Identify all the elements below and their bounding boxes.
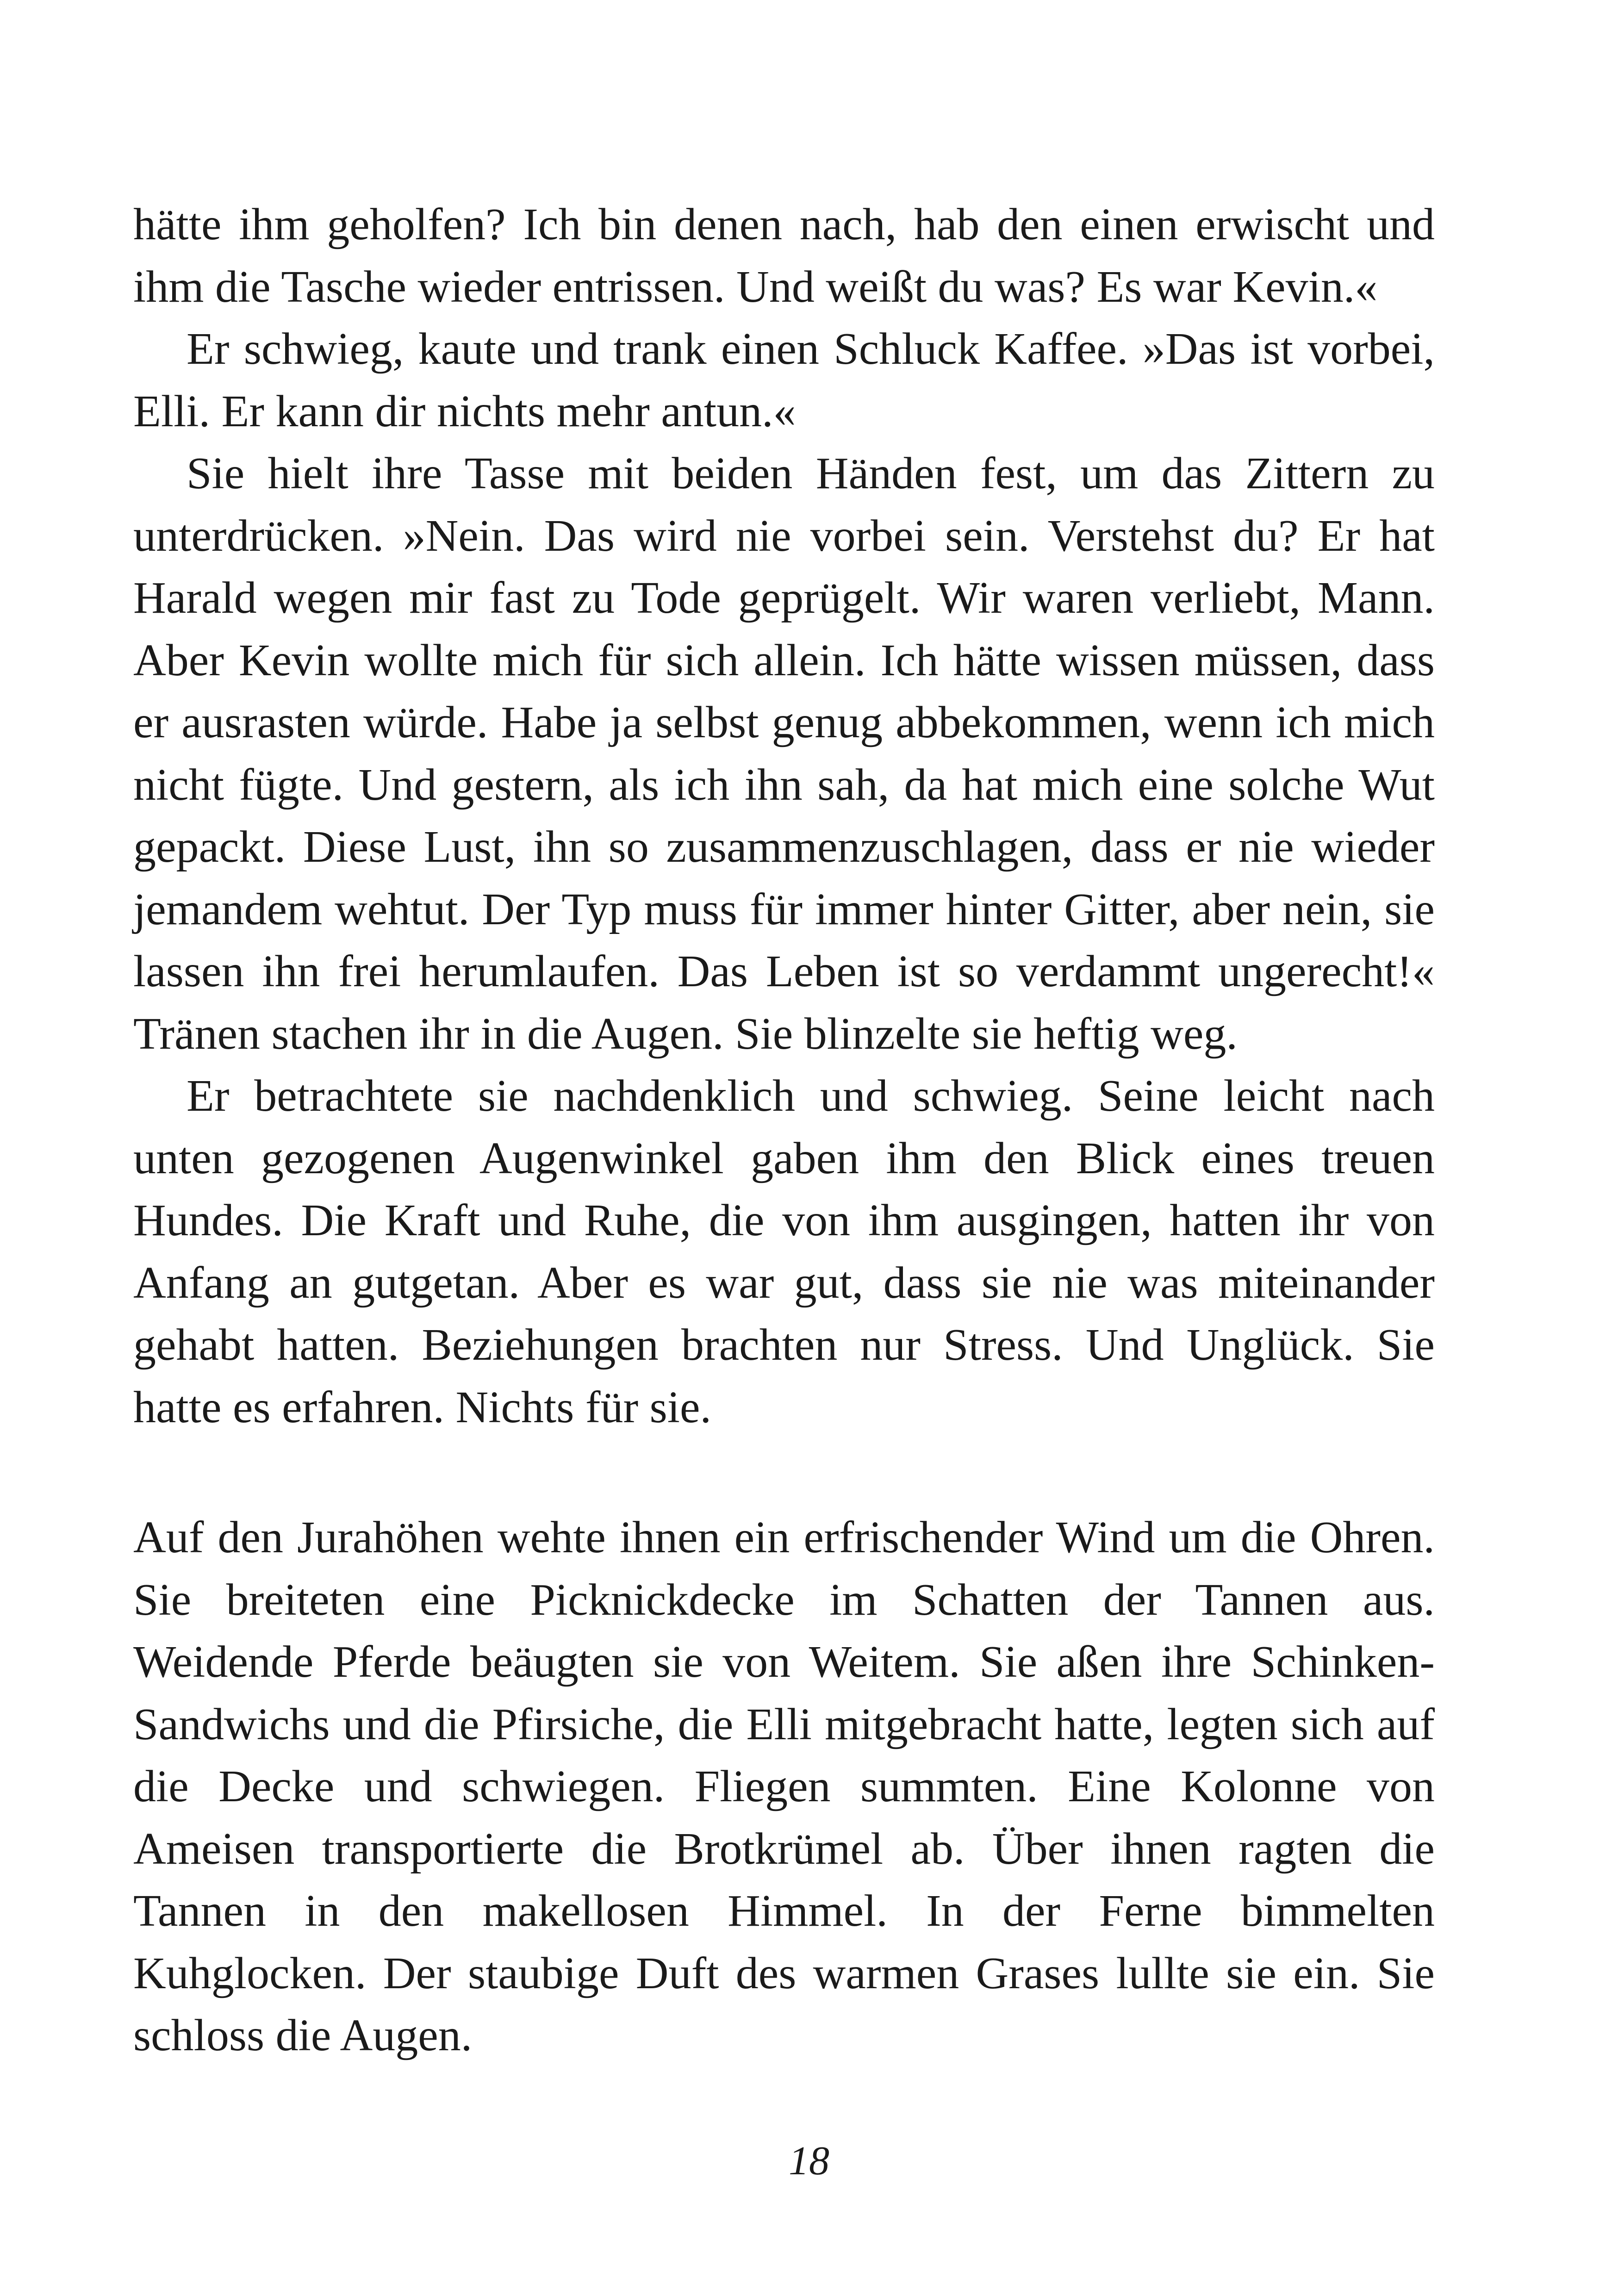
paragraph: Er betrachtete sie nachdenklich und schwieg. Seine leicht nach unten gezogenen Augenwinkel gaben ihm den Blick eines treuen Hundes. Die Kraft und Ruhe, die von ihm ausgingen, hatten ihr von Anfang an gutgetan. Aber es war gut, dass sie nie was miteinander gehabt hatten. Beziehungen brachten nur Stress. Und Unglück. Sie hatte es erfahren. Nichts für sie.	[133, 1071, 1435, 1432]
paragraph: Sie hielt ihre Tasse mit beiden Händen fest, um das Zittern zu unterdrücken. »Nein. Das wird nie vorbei sein. Verstehst du? Er hat Harald wegen mir fast zu Tode geprügelt. Wir waren verliebt, Mann. Aber Kevin wollte mich für sich allein. Ich hätte wissen müssen, dass er ausrasten würde. Habe ja selbst genug abbekommen, wenn ich mich nicht fügte. Und gestern, als ich ihn sah, da hat mich eine solche Wut gepackt. Diese Lust, ihn so zusammenzuschlagen, dass er nie wieder jemandem wehtut. Der Typ muss für immer hinter Gitter, aber nein, sie lassen ihn frei herumlaufen. Das Leben ist so verdammt ungerecht!« Tränen stachen ihr in die Augen. Sie blinzelte sie heftig weg.	[133, 448, 1435, 1059]
text-section-1	[133, 193, 1435, 1438]
paragraph: Auf den Jurahöhen wehte ihnen ein erfrischender Wind um die Ohren. Sie breiteten eine Picknickdecke im Schatten der Tannen aus. Weidende Pferde beäugten sie von Weitem. Sie aßen ihre Schinken-Sandwichs und die Pfirsiche, die Elli mitgebracht hatte, legten sich auf die Decke und schwiegen. Fliegen summten. Eine Kolonne von Ameisen transportierte die Brotkrümel ab. Über ihnen ragten die Tannen in den makellosen Himmel. In der Ferne bimmelten Kuhglocken. Der staubige Duft des warmen Grases lullte sie ein. Sie schloss die Augen.	[133, 1512, 1435, 2060]
page-number: 18	[789, 2139, 829, 2184]
paragraph-continuation: hätte ihm geholfen? Ich bin denen nach, hab den einen erwischt und ihm die Tasche wieder entrissen. Und weißt du was? Es war Kevin.«	[133, 199, 1435, 312]
text-section-2	[133, 1506, 1435, 2067]
paragraph: Er schwieg, kaute und trank einen Schluck Kaffee. »Das ist vorbei, Elli. Er kann dir nichts mehr antun.«	[133, 324, 1435, 436]
